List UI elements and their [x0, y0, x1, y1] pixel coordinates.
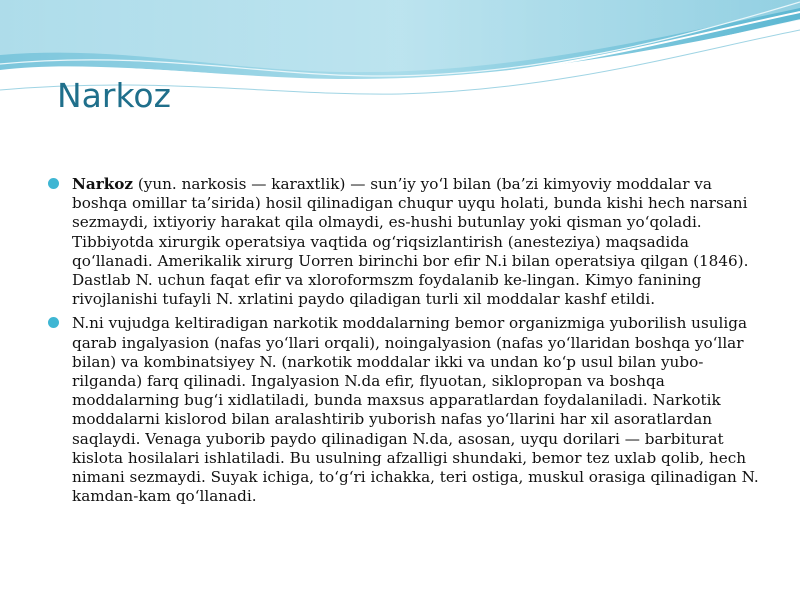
list-item — [48, 314, 768, 506]
bullet-paragraph — [72, 175, 768, 309]
bullet-body: N.ni vujudga keltiradigan narkotik moddalarning bemor organizmiga yuborilish usuliga qarab ingalyasion (nafas yo‘llari orqali), noingalyasion (nafas yo‘llaridan boshqa yo‘llar bilan) va kombinatsiyey N. (narkotik moddalar ikki va undan ko‘p usul bilan yubo-rilganda) farq qilinadi. Ingalyasion N.da efir, flyuotan, siklopropan va boshqa moddalarning bug‘i xidlatiladi, bunda maxsus apparatlardan foydalaniladi. Narkotik moddalarni kislorod bilan aralashtirib yuborish nafas yo‘llarini har xil asoratlardan saqlaydi. Venaga yuborib paydo qilinadigan N.da, asosan, uyqu dorilari — barbiturat kislota hosilalari ishlatiladi. Bu usulning afzalligi shundaki, bemor tez uxlab qolib, hech nimani sezmaydi. Suyak ichiga, to‘g‘ri ichakka, teri ostiga, muskul orasiga qilinadigan N. kamdan-kam qo‘llanadi. — [72, 314, 759, 506]
bullet-dot-icon — [48, 317, 59, 328]
bullet-list — [48, 175, 768, 511]
slide-title: Narkoz — [57, 76, 171, 115]
bullet-body: (yun. narkosis — karaxtlik) — sun’iy yo‘l bilan (ba’zi kimyoviy moddalar va boshqa omillar ta’sirida) hosil qilinadigan chuqur uyqu holati, bunda kishi hech narsani sezmaydi, ixtiyoriy harakat qila olmaydi, es-hushi butunlay yoki qisman yo‘qoladi. Tibbiyotda xirurgik operatsiya vaqtida og‘riqsizlantirish (anesteziya) maqsadida qo‘llanadi. Amerikalik xirurg Uorren birinchi bor efir N.i bilan operatsiya qilgan (1846). Dastlab N. uchun faqat efir va xloroformszm foydalanib ke-lingan. Kimyo fanining rivojlanishi tufayli N. xrlatini paydo qiladigan turli xil moddalar kashf etildi. — [72, 175, 749, 309]
term-bold: Narkoz — [72, 175, 134, 193]
bullet-paragraph — [72, 314, 768, 506]
list-item — [48, 175, 768, 309]
bullet-dot-icon — [48, 178, 59, 189]
